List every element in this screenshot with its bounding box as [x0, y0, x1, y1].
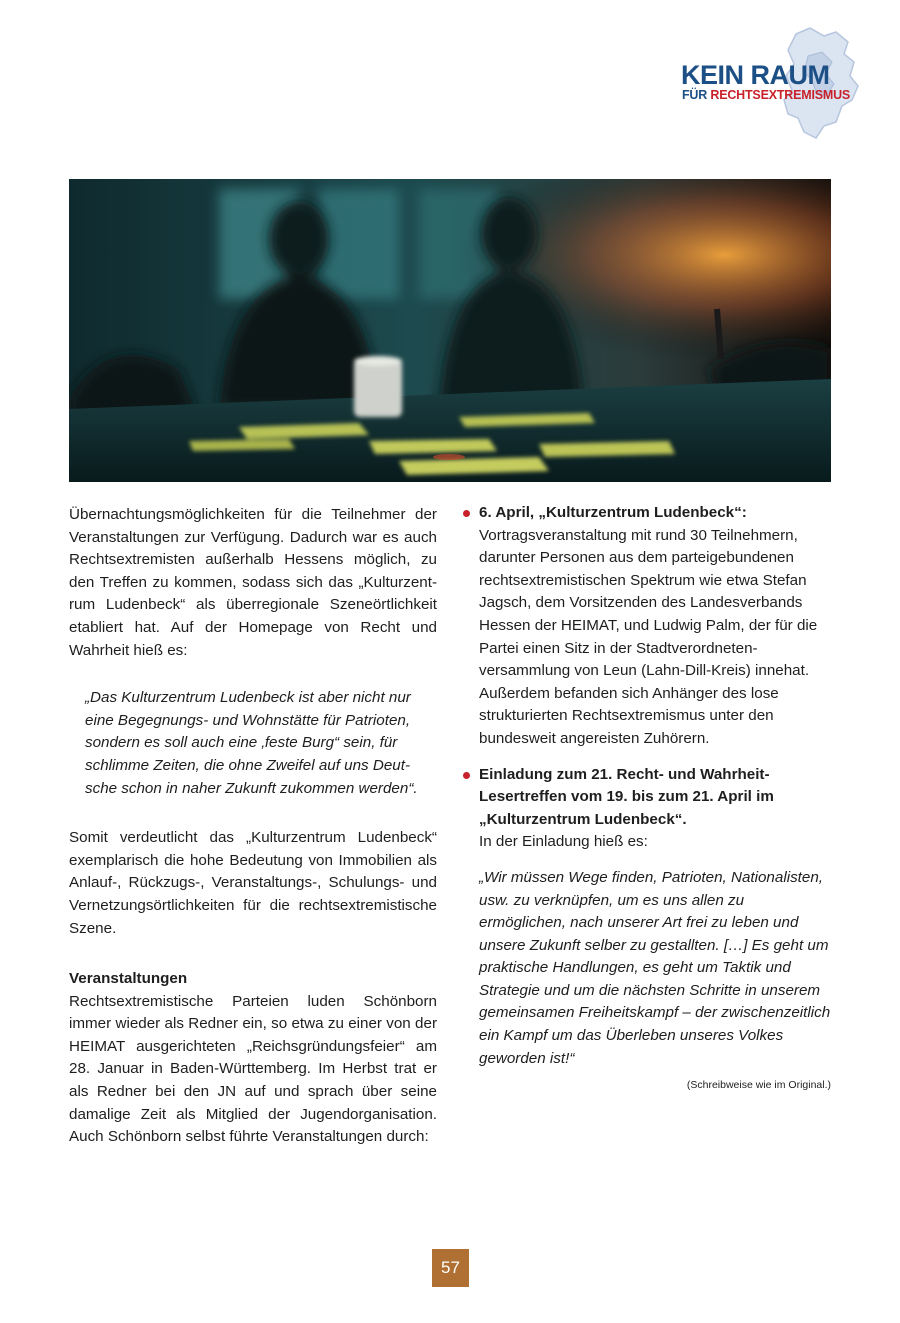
bullet-item — [462, 764, 831, 1093]
bullet-text: In der Einladung hieß es: — [479, 833, 648, 851]
bullet-item — [462, 502, 831, 751]
bullet-title: Einladung zum 21. Recht- und Wahrheit-Lesertreffen vom 19. bis zum 21. April im „Kulturzentrum Ludenbeck“. — [479, 765, 774, 828]
logo-subtitle — [682, 89, 850, 102]
paragraph-events: Rechtsextremistische Parteien luden Schönborn immer wieder als Redner ein, so etwa zu einer von der HEIMAT ausgerichteten „Reichsgründungsfeier“ am 28. Januar in Baden-Württemberg. Im Herbst trat er als Redner bei den JN auf und sprach über seine damalige Zeit als Mitglied der Jugendorganisation. Auch Schönborn selbst führte Veranstaltungen durch: — [69, 992, 437, 1146]
logo-subtitle-highlight: RECHTSEXTREMISMUS — [710, 88, 851, 102]
section-heading: Veranstaltungen — [69, 970, 188, 988]
right-column — [462, 502, 831, 1092]
quote-invitation: „Wir müssen Wege finden, Patrioten, Nationalisten, usw. zu verknüpfen, um es uns allen zu ermöglichen, nach unserer Art frei zu leben und unsere Zukunft selber zu gestallten. […] Es geht um praktische Handlungen, es geht um Taktik und Strategie und um die nächsten Schritte in unserem gemeinsamen Freiheitskampf – der zwischenzeitlich ein Kampf um das Überleben unseres Volkes geworden ist!“ — [479, 868, 831, 1067]
logo-subtitle-prefix: FÜR — [682, 88, 708, 102]
logo-title: KEIN RAUM — [681, 60, 830, 90]
bullet-dot-icon — [463, 772, 470, 779]
paragraph-significance: Somit verdeutlicht das „Kulturzentrum Ludenbeck“ exemplarisch die hohe Bedeutung von Immobilien als Anlauf-, Rückzugs-, Veranstaltungs-, Schulungs- und Vernetzungsörtlichkeiten für die rechtsextremistische Szene. — [69, 829, 437, 937]
logo — [676, 26, 866, 140]
bullet-dot-icon — [463, 510, 470, 517]
quote-homepage: „Das Kulturzentrum Ludenbeck ist aber nicht nur eine Begegnungs- und Wohnstätte für Patrioten, sondern es soll auch eine ‚feste Burg“ sein, für schlimme Zeiten, die ohne Zweifel auf uns Deutsche schon in naher Zukunft zukommen werden“. — [85, 689, 418, 797]
paragraph-intro: Übernachtungsmöglichkeiten für die Teilnehmer der Veranstaltungen zur Verfügung. Dadurch war es auch Rechtsextremisten außerhalb Hessens möglich, zu den Treffen zu kommen, sodass sich das „Kulturzentrum Ludenbeck“ als überregionale Szeneörtlichkeit etabliert hat. Auf der Homepage von Recht und Wahrheit hieß es: — [69, 506, 437, 659]
source-note: (Schreibweise wie im Original.) — [686, 1079, 831, 1092]
meeting-photo — [69, 179, 831, 482]
left-column — [69, 504, 437, 1149]
page-number: 57 — [432, 1249, 469, 1287]
bullet-text: Vortragsveranstaltung mit rund 30 Teilnehmern, darunter Personen aus dem parteigebundenen rechtsextremistischen Spektrum wie etwa Stefan Jagsch, dem Vorsitzenden des Landesverbands Hessen der HEIMAT, und Ludwig Palm, der für die Partei einen Sitz in der Stadtverordnetenversammlung von Leun (Lahn-Dill-Kreis) innehat. Außerdem befanden sich Anhänger des lose strukturierten Rechtsextremismus unter den bundesweit angereisten Zuhörern. — [479, 526, 818, 747]
bullet-title: 6. April, „Kulturzentrum Ludenbeck“: — [479, 504, 747, 521]
